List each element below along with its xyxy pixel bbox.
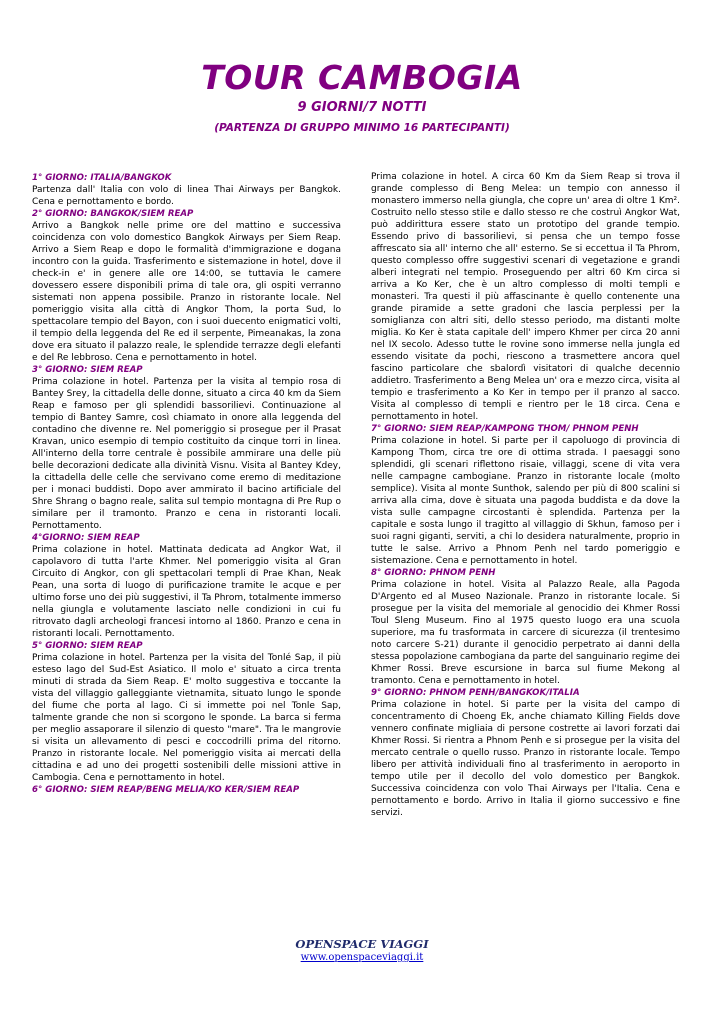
right-column	[371, 171, 680, 819]
page-title: TOUR CAMBOGIA	[201, 58, 523, 97]
day9-heading: 9° GIORNO: PHNOM PENH/BANGKOK/ITALIA	[371, 688, 580, 698]
day9-text: Prima colazione in hotel. Si parte per la visita del campo di concentramento di Choeng Ek, anche chiamato Killing Fields dove vennero confinate migliaia di persone costrette ai lavori forzati dai Khmer Rossi. Si rientra a Phnom Penh e si prosegue per la visita del mercato centrale o quello russo. Pranzo in ristorante locale. Tempo libero per attività individuali fino al trasferimento in aeroporto in tempo utile per il decollo del volo domestico per Bangkok. Successiva coincidenza con volo Thai Airways per l'Italia. Cena e pernottamento e bordo. Arrivo in Italia il giorno successivo e fine servizi.	[371, 700, 680, 818]
day8-text: Prima colazione in hotel. Visita al Palazzo Reale, alla Pagoda D'Argento ed al Museo Nazionale. Pranzo in ristorante locale. Si prosegue per la visita del memoriale al genocidio dei Khmer Rossi Toul Sleng Museum. Fino al 1975 questo luogo era una scuola superiore, ma fu trasformata in carcere di sicurezza (il trentesimo noto carcere S-21) durante il genocidio perpetrato ai danni della stessa popolazione cambogiana da parte del sanguinario regime dei Khmer Rossi. Breve escursione in barca sul fiume Mekong al tramonto. Cena e pernottamento in hotel.	[371, 580, 680, 686]
day2-text: Arrivo a Bangkok nelle prime ore del mattino e successiva coincidenza con volo domestico Bangkok Airways per Siem Reap. Arrivo a Siem Reap e dopo le formalità d'immigrazione e dogana incontro con la guida. Trasferimento e sistemazione in hotel, dove il check-in e' in genere alle ore 14:00, se tuttavia le camere dovessero essere disponibili prima di tale ora, gli ospiti verranno sistemati non appena possibile. Pranzo in ristorante locale. Nel pomeriggio visita alla città di Angkor Thom, la porta Sud, lo spettacolare tempio del Bayon, con i suoi duecento enigmatici volti, il tempio della leggenda del Re ed il serpente, Pimeanakas, la zona dove era situato il palazzo reale, le splendide terrazze degli elefanti e del Re lebbroso. Cena e pernottamento in hotel.	[32, 221, 341, 363]
day1-text: Partenza dall' Italia con volo di linea Thai Airways per Bangkok. Cena e pernottamento e bordo.	[32, 185, 341, 207]
footer-website-link[interactable]: www.openspaceviaggi.it	[300, 952, 424, 963]
day5-heading: 5° GIORNO: SIEM REAP	[32, 641, 143, 651]
day6-heading: 6° GIORNO: SIEM REAP/BENG MELIA/KO KER/SIEM REAP	[32, 785, 300, 795]
day4-heading: 4°GIORNO: SIEM REAP	[32, 533, 140, 543]
day8-heading: 8° GIORNO: PHNOM PENH	[371, 568, 496, 578]
footer	[0, 937, 724, 963]
day7-heading: 7° GIORNO: SIEM REAP/KAMPONG THOM/ PHNOM PENH	[371, 424, 639, 434]
day7-text: Prima colazione in hotel. Si parte per il capoluogo di provincia di Kampong Thom, circa tre ore di ottima strada. I paesaggi sono splendidi, gli scenari riflettono risaie, villaggi, scene di vita vera nelle campagne cambogiane. Pranzo in ristorante locale (molto semplice). Visita al monte Sunthok, salendo per più di 800 scalini si arriva alla cima, dove è situata una pagoda buddista e da dove la vista sulle campagne circostanti è splendida. Partenza per la capitale e sosta lungo il tragitto al villaggio di Skhun, famoso per i suoi ragni giganti, serviti, a chi lo desidera naturalmente, proprio in tutte le salse. Arrivo a Phnom Penh nel tardo pomeriggio e sistemazione. Cena e pernottamento in hotel.	[371, 436, 680, 566]
day3-heading: 3° GIORNO: SIEM REAP	[32, 365, 143, 375]
day3-text: Prima colazione in hotel. Partenza per la visita al tempio rosa di Bantey Srey, la cittadella delle donne, situato a circa 40 km da Siem Reap e famoso per gli splendidi bassorilievi. Continuazione al tempio di Bantey Samre, così chiamato in onore alla leggenda del contadino che divenne re. Nel pomeriggio si prosegue per il Prasat Kravan, unico esempio di tempio costituito da cinque torri in linea. All'interno della torre centrale è possibile ammirare una delle più belle decorazioni dedicate alla divinità Visnu. Visita al Bantey Kdey, la cittadella delle celle che servivano come eremo di meditazione per i monaci buddisti. Dopo aver ammirato il bacino artificiale del Shre Shrang o bagno reale, salita sul tempio montagna di Pre Rup o similare per il tramonto. Pranzo e cena in ristoranti locali. Pernottamento.	[32, 377, 341, 531]
day6-text: Prima colazione in hotel. A circa 60 Km da Siem Reap si trova il grande complesso di Beng Melea: un tempio con annesso il monastero immerso nella giungla, che copre un' area di oltre 1 Km². Costruito nello stesso stile e dallo stesso re che costruì Angkor Wat, può addirittura essere stato un prototipo del grande tempio. Essendo privo di bassorilievi, si pensa che un tempo fosse affrescato sia all' interno che all' esterno. Se si eccettua il Ta Phrom, questo complesso offre suggestivi scenari di vegetazione e grandi alberi integrati nel tempio. Proseguendo per altri 60 Km circa si arriva a Ko Ker, che è un altro complesso di molti templi e monasteri. Tra questi il più affascinante è quello contenente una grande piramide a sette gradoni che lascia perplessi per la somiglianza con altri siti, dello stesso periodo, ma distanti molte miglia. Ko Ker è stata capitale dell' impero Khmer per circa 20 anni nel IX secolo. Adesso tutte le rovine sono immerse nella jungla ed essendo visitate da pochi, riescono a trasmettere ancora quel fascino particolare che sbalordì visitatori di qualche decennio addietro. Trasferimento a Beng Melea un' ora e mezzo circa, visita al tempio e trasferimento a Ko Ker in tempo per il pranzo al sacco. Visita al complesso di templi e rientro per le 18 circa. Cena e pernottamento in hotel.	[371, 172, 680, 422]
footer-brand: OPENSPACE VIAGGI	[295, 937, 429, 951]
day4-text: Prima colazione in hotel. Mattinata dedicata ad Angkor Wat, il capolavoro di tutta l'arte Khmer. Nel pomeriggio visita al Gran Circuito di Angkor, con gli spettacolari templi di Prae Khan, Neak Pean, una sorta di luogo di purificazione tramite le acque e per ultimo forse uno dei più suggestivi, il Ta Phrom, totalmente immerso nella giungla e volutamente lasciato nelle condizioni in cui fu ritrovato dagli archeologi francesi intorno al 1860. Pranzo e cena in ristoranti locali. Pernottamento.	[32, 545, 341, 639]
tour-duration: 9 GIORNI/7 NOTTI	[297, 100, 427, 115]
day1-heading: 1° GIORNO: ITALIA/BANGKOK	[32, 173, 172, 183]
day5-text: Prima colazione in hotel. Partenza per la visita del Tonlé Sap, il più esteso lago del Sud-Est Asiatico. Il molo e' situato a circa trenta minuti di strada da Siem Reap. E' molto suggestiva e toccante la vista del villaggio galleggiante vietnamita, situato lungo le sponde del fiume che porta al lago. Ci si immette poi nel Tonle Sap, talmente grande che non si scorgono le sponde. La barca si ferma per meglio assaporare il silenzio di questo "mare". Tra le mangrovie si visita un allevamento di pesci e coccodrilli prima del ritorno. Pranzo in ristorante locale. Nel pomeriggio visita ai mercati della cittadina e ad uno dei progetti sostenibili delle missioni attive in Cambogia. Cena e pernottamento in hotel.	[32, 653, 341, 783]
day2-heading: 2° GIORNO: BANGKOK/SIEM REAP	[32, 209, 194, 219]
group-note: (PARTENZA DI GRUPPO MINIMO 16 PARTECIPANTI)	[214, 122, 510, 134]
left-column	[32, 172, 341, 796]
